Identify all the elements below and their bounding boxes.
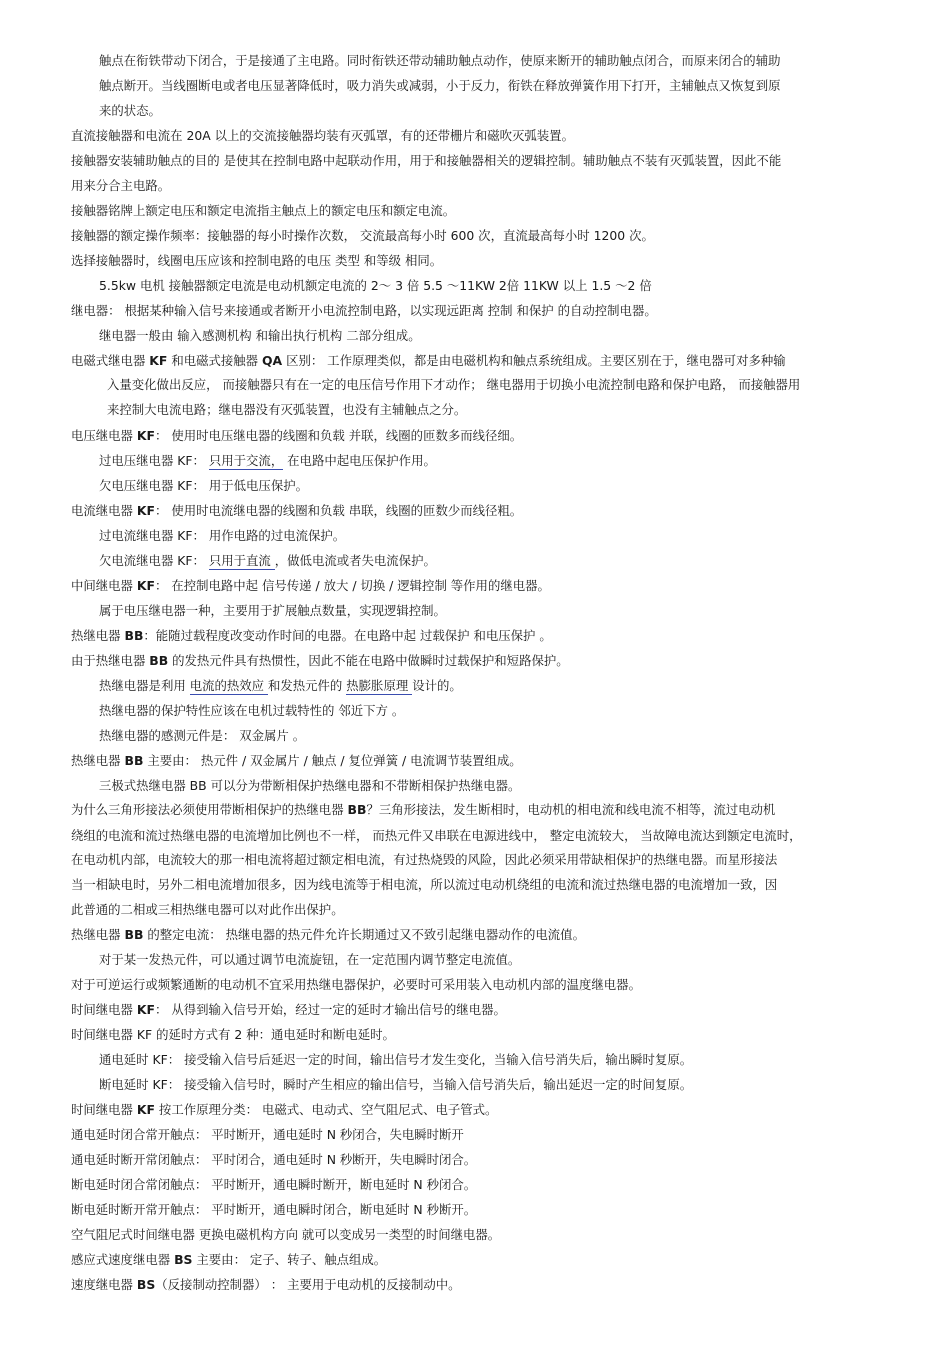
- text-segment: 三极式热继电器 BB 可以分为带断相保护热继电器和不带断相保护热继电器。: [99, 778, 521, 793]
- text-segment: ，做低电流或者失电流保护。: [274, 553, 436, 568]
- text-line: [71, 927, 585, 943]
- bold-term: KF: [136, 428, 155, 443]
- text-segment: 来的状态。: [99, 103, 161, 118]
- text-segment: 主要由： 定子、转子、触点组成。: [192, 1252, 387, 1267]
- text-segment: 直流接触器和电流在 20A 以上的交流接触器均装有灭弧罩，有的还带栅片和磁吹灭弧装置。: [71, 128, 574, 143]
- text-segment: 来控制大电流电路；继电器没有灭弧装置，也没有主辅触点之分。: [107, 402, 467, 417]
- text-line: [99, 453, 436, 469]
- text-line: [71, 628, 552, 644]
- text-segment: 断电延时 KF： 接受输入信号时，瞬时产生相应的输出信号，当输入信号消失后，输出延迟一定的时间复原。: [99, 1077, 693, 1092]
- text-line: [71, 902, 344, 918]
- bold-term: BB: [149, 653, 169, 668]
- text-segment: 继电器： 根据某种输入信号来接通或者断开小电流控制电路，以实现远距离 控制 和保护 的自动控制电器。: [71, 303, 657, 318]
- text-line: [71, 828, 801, 844]
- text-segment: 电流继电器: [71, 503, 137, 518]
- bold-term: QA: [262, 353, 283, 368]
- bold-term: BB: [124, 628, 144, 643]
- text-segment: 通电延时 KF： 接受输入信号后延迟一定的时间，输出信号才发生变化，当输入信号消失后，输出瞬时复原。: [99, 1052, 693, 1067]
- text-line: [99, 78, 780, 94]
- text-segment: 在电动机内部，电流较大的那一相电流将超过额定相电流，有过热烧毁的风险，因此必须采用带缺相保护的热继电器。而星形接法: [71, 852, 778, 867]
- text-segment: 绕组的电流和流过热继电器的电流增加比例也不一样， 而热元件又串联在电源进线中， 整定电流较大， 当故障电流达到额定电流时，: [71, 828, 802, 843]
- text-segment: 此普通的二相或三相热继电器可以对此作出保护。: [71, 902, 344, 917]
- text-line: [71, 753, 522, 769]
- text-line: [99, 703, 404, 719]
- text-line: [71, 1152, 476, 1168]
- text-segment: 时间继电器: [71, 1102, 137, 1117]
- text-line: [71, 578, 550, 594]
- bold-term: BB: [124, 753, 144, 768]
- text-line: [71, 877, 777, 893]
- text-segment: 选择接触器时，线圈电压应该和控制电路的电压 类型 和等级 相同。: [71, 253, 443, 268]
- text-segment: 区别： 工作原理类似，都是由电磁机构和触点系统组成。主要区别在于，继电器可对多种输: [282, 353, 786, 368]
- text-segment: 欠电流继电器 KF：: [99, 553, 209, 568]
- text-segment: 热继电器的保护特性应该在电机过载特性的 邻近下方 。: [99, 703, 405, 718]
- text-segment: 中间继电器: [71, 578, 137, 593]
- text-line: [71, 128, 574, 144]
- bold-term: KF: [136, 1102, 155, 1117]
- text-segment: ：能随过载程度改变动作时间的电器。在电路中起 过载保护 和电压保护 。: [143, 628, 552, 643]
- text-segment: 对于可逆运行或频繁通断的电动机不宜采用热继电器保护，必要时可采用装入电动机内部的温度继电器。: [71, 977, 641, 992]
- text-line: [71, 428, 522, 444]
- text-line: [71, 1202, 476, 1218]
- text-line: [71, 653, 569, 669]
- text-segment: 的发热元件具有热惯性，因此不能在电路中做瞬时过载保护和短路保护。: [168, 653, 569, 668]
- text-segment: ： 从得到输入信号开始，经过一定的延时才输出信号的继电器。: [154, 1002, 506, 1017]
- bold-term: BS: [136, 1277, 156, 1292]
- text-segment: 继电器一般由 输入感测机构 和输出执行机构 二部分组成。: [99, 328, 421, 343]
- text-line: [71, 852, 777, 868]
- text-line: [99, 1052, 692, 1068]
- text-segment: 时间继电器: [71, 1002, 137, 1017]
- text-line: [71, 1227, 500, 1243]
- bold-term: BB: [347, 802, 367, 817]
- text-line: [71, 303, 657, 319]
- text-segment: 热继电器是利用: [99, 678, 190, 693]
- text-segment: 当一相缺电时，另外二相电流增加很多，因为线电流等于相电流，所以流过电动机绕组的电流和流过热继电器的电流增加一致，因: [71, 877, 778, 892]
- text-segment: 断电延时闭合常闭触点： 平时断开，通电瞬时断开，断电延时 N 秒闭合。: [71, 1177, 477, 1192]
- text-line: [71, 1177, 476, 1193]
- underlined-text: 只用于直流: [208, 553, 275, 568]
- bold-term: KF: [149, 353, 168, 368]
- text-segment: 5.5kw 电机 接触器额定电流是电动机额定电流的 2～ 3 倍 5.5 ～11KW 2倍 11KW 以上 1.5 ～2 倍: [99, 278, 652, 293]
- text-segment: 感应式速度继电器: [71, 1252, 175, 1267]
- text-segment: ： 在控制电路中起 信号传递 / 放大 / 切换 / 逻辑控制 等作用的继电器。: [154, 578, 550, 593]
- text-segment: 的整定电流： 热继电器的热元件允许长期通过又不致引起继电器动作的电流值。: [143, 927, 585, 942]
- text-line: [99, 278, 652, 294]
- text-segment: 对于某一发热元件，可以通过调节电流旋钮，在一定范围内调节整定电流值。: [99, 952, 521, 967]
- text-segment: 时间继电器 KF 的延时方式有 2 种：通电延时和断电延时。: [71, 1027, 395, 1042]
- text-segment: ： 使用时电流继电器的线圈和负载 串联，线圈的匝数少而线径粗。: [154, 503, 523, 518]
- text-segment: ： 使用时电压继电器的线圈和负载 并联，线圈的匝数多而线径细。: [154, 428, 523, 443]
- text-segment: 接触器安装辅助触点的目的 是使其在控制电路中起联动作用，用于和接触器相关的逻辑控制。辅助触点不装有灭弧装置，因此不能: [71, 153, 782, 168]
- text-segment: 接触器铭牌上额定电压和额定电流指主触点上的额定电压和额定电流。: [71, 203, 456, 218]
- text-line: [99, 328, 421, 344]
- text-line: [99, 778, 520, 794]
- text-line: [99, 678, 462, 694]
- text-segment: 断电延时断开常开触点： 平时断开，通电瞬时闭合，断电延时 N 秒断开。: [71, 1202, 477, 1217]
- text-segment: 热继电器的感测元件是： 双金属片 。: [99, 728, 306, 743]
- text-segment: 过电流继电器 KF： 用作电路的过电流保护。: [99, 528, 346, 543]
- text-line: [71, 503, 522, 519]
- text-segment: 过电压继电器 KF：: [99, 453, 209, 468]
- bold-term: KF: [136, 503, 155, 518]
- text-segment: 通电延时闭合常开触点： 平时断开，通电延时 N 秒闭合，失电瞬时断开: [71, 1127, 464, 1142]
- bold-term: BB: [124, 927, 144, 942]
- text-segment: 在电路中起电压保护作用。: [283, 453, 436, 468]
- text-line: [99, 103, 161, 119]
- text-line: [71, 153, 781, 169]
- underlined-text: 只用于交流，: [208, 453, 284, 468]
- text-segment: 为什么三角形接法必须使用带断相保护的热继电器: [71, 802, 348, 817]
- text-segment: （反接制动控制器） ： 主要用于电动机的反接制动中。: [155, 1277, 461, 1292]
- text-segment: 触点在衔铁带动下闭合，于是接通了主电路。同时衔铁还带动辅助触点动作，使原来断开的辅助触点闭合，而原来闭合的辅助: [99, 53, 781, 68]
- text-line: [99, 952, 520, 968]
- text-line: [107, 377, 800, 393]
- text-line: [99, 728, 305, 744]
- text-segment: 通电延时断开常闭触点： 平时闭合，通电延时 N 秒断开，失电瞬时闭合。: [71, 1152, 477, 1167]
- text-segment: 属于电压继电器一种，主要用于扩展触点数量，实现逻辑控制。: [99, 603, 446, 618]
- text-segment: 设计的。: [412, 678, 462, 693]
- text-line: [71, 1252, 386, 1268]
- text-line: [71, 1277, 461, 1293]
- text-segment: 按工作原理分类： 电磁式、电动式、空气阻尼式、电子管式。: [154, 1102, 498, 1117]
- text-segment: 由于热继电器: [71, 653, 150, 668]
- text-line: [99, 528, 345, 544]
- text-line: [99, 553, 436, 569]
- text-line: [71, 1127, 464, 1143]
- text-line: [71, 203, 455, 219]
- text-segment: 电磁式继电器: [71, 353, 150, 368]
- text-line: [71, 253, 442, 269]
- underlined-text: 电流的热效应: [189, 678, 268, 693]
- text-segment: 空气阻尼式时间继电器 更换电磁机构方向 就可以变成另一类型的时间继电器。: [71, 1227, 501, 1242]
- text-segment: ？三角形接法，发生断相时，电动机的相电流和线电流不相等，流过电动机: [366, 802, 776, 817]
- text-segment: 热继电器: [71, 927, 125, 942]
- text-segment: 欠电压继电器 KF： 用于低电压保护。: [99, 478, 308, 493]
- text-line: [71, 1002, 506, 1018]
- bold-term: KF: [136, 578, 155, 593]
- text-line: [99, 1077, 692, 1093]
- text-line: [71, 1027, 395, 1043]
- text-segment: 触点断开。当线圈断电或者电压显著降低时，吸力消失或减弱，小于反力，衔铁在释放弹簧作用下打开，主辅触点又恢复到原: [99, 78, 781, 93]
- text-segment: 用来分合主电路。: [71, 178, 171, 193]
- text-line: [99, 603, 446, 619]
- text-segment: 速度继电器: [71, 1277, 137, 1292]
- text-segment: 入量变化做出反应， 而接触器只有在一定的电压信号作用下才动作； 继电器用于切换小电流控制电路和保护电路， 而接触器用: [107, 377, 801, 392]
- text-line: [71, 1102, 497, 1118]
- text-segment: 热继电器: [71, 753, 125, 768]
- text-line: [71, 228, 654, 244]
- text-line: [99, 53, 780, 69]
- text-segment: 和电磁式接触器: [167, 353, 262, 368]
- text-segment: 接触器的额定操作频率：接触器的每小时操作次数， 交流最高每小时 600 次，直流最高每小时 1200 次。: [71, 228, 654, 243]
- text-segment: 和发热元件的: [267, 678, 347, 693]
- text-segment: 热继电器: [71, 628, 125, 643]
- text-line: [71, 802, 775, 818]
- text-line: [71, 178, 170, 194]
- bold-term: KF: [136, 1002, 155, 1017]
- text-segment: 主要由： 热元件 / 双金属片 / 触点 / 复位弹簧 / 电流调节装置组成。: [143, 753, 522, 768]
- text-line: [107, 402, 466, 418]
- text-segment: 电压继电器: [71, 428, 137, 443]
- text-line: [99, 478, 308, 494]
- bold-term: BS: [174, 1252, 193, 1267]
- text-line: [71, 977, 641, 993]
- underlined-text: 热膨胀原理: [346, 678, 413, 693]
- text-line: [71, 353, 786, 369]
